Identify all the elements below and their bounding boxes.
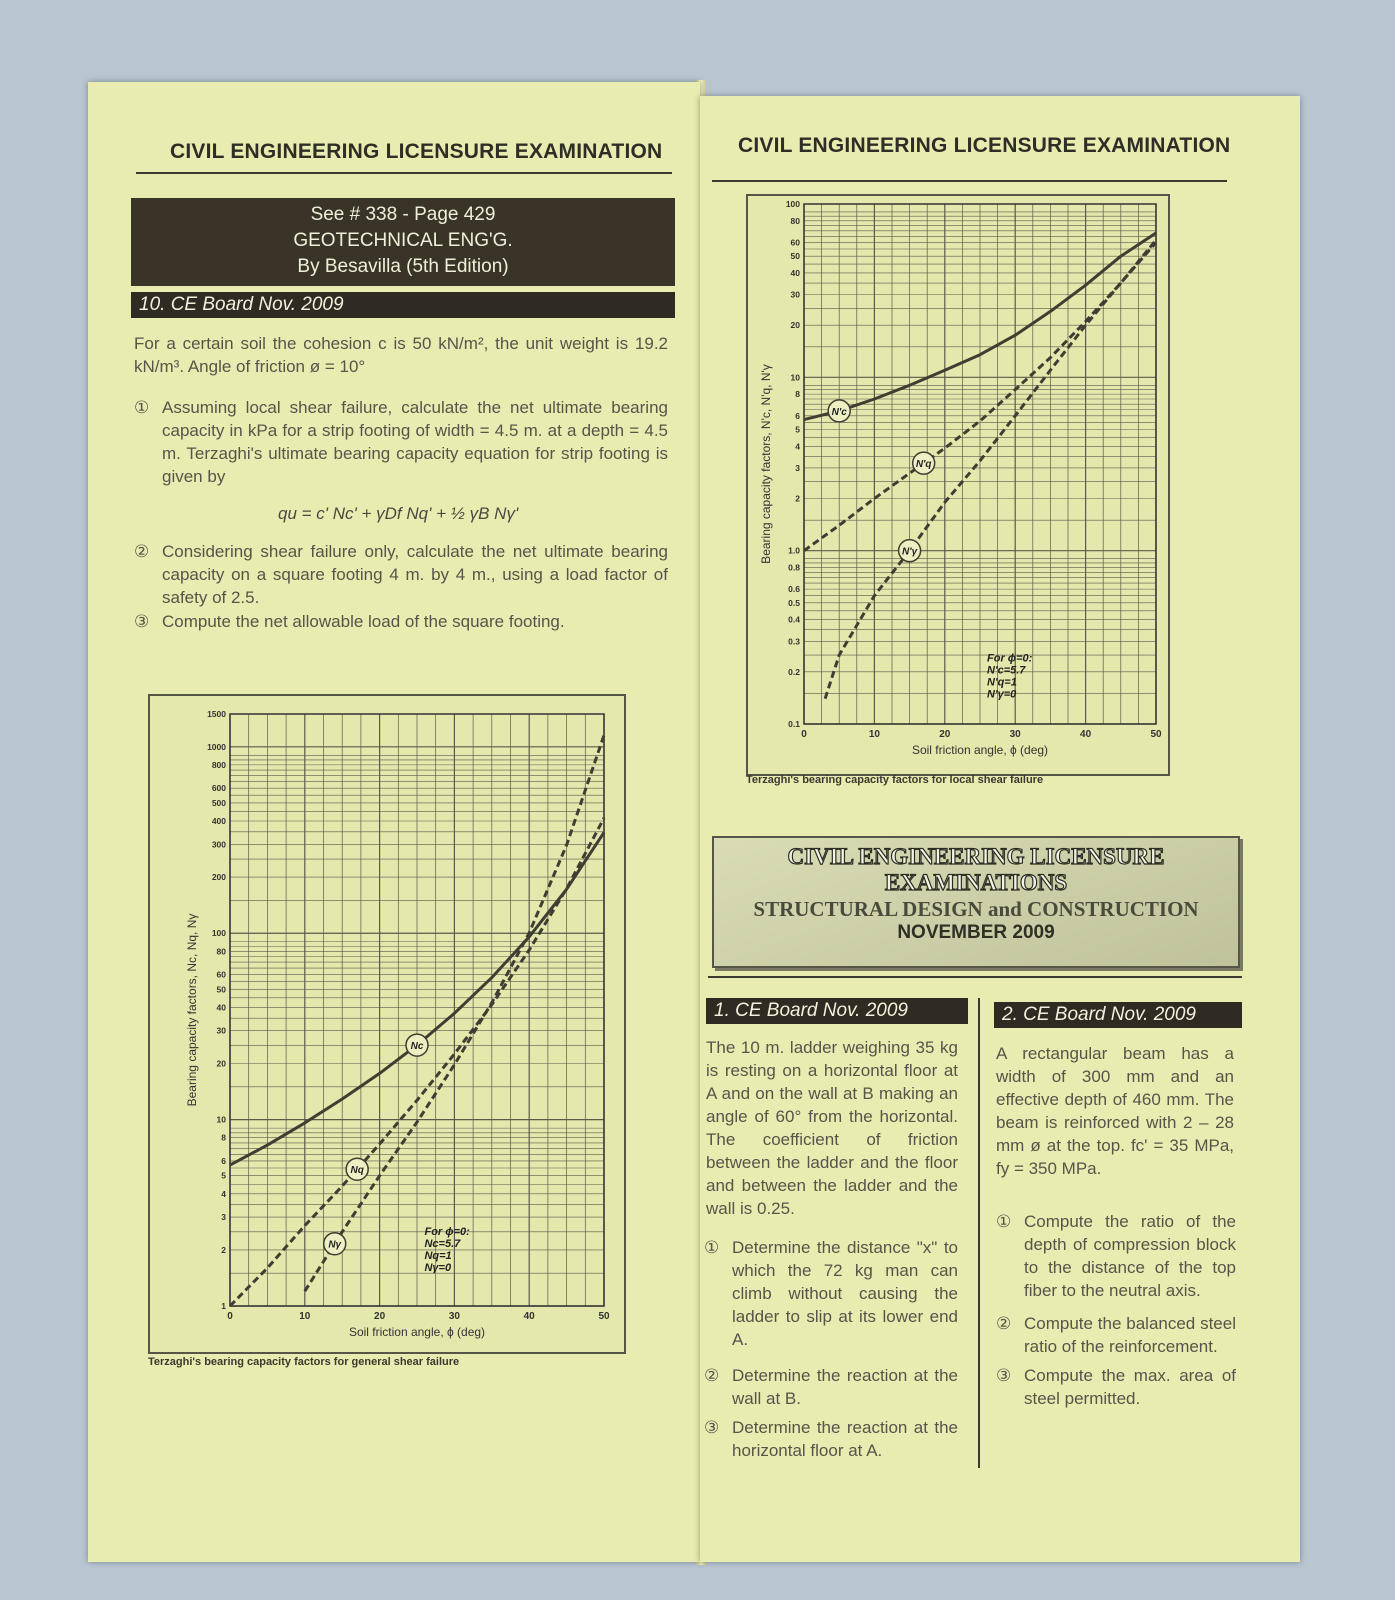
y-tick-label: 800 [211,759,226,770]
y-tick-label: 2 [795,493,800,504]
y-tick-label: 600 [211,783,226,794]
x-tick-label: 0 [227,1311,233,1322]
general-shear-chart [148,694,626,1354]
plaque-title: EXAMINATIONS [884,870,1068,895]
running-head-left: CIVIL ENGINEERING LICENSURE EXAMINATION [170,140,663,163]
item-text: Compute the ratio of the depth of compression block to the distance of the top fiber to the neutral axis. [1024,1212,1236,1300]
y-tick-label: 60 [216,969,226,980]
y-tick-label: 1500 [207,709,226,719]
y-tick-label: 300 [211,839,226,850]
y-tick-label: 6 [221,1155,226,1166]
y-tick-label: 0.3 [788,636,800,647]
column-divider [978,998,980,1468]
phi-zero-annotation: For ϕ=0: [424,1225,470,1238]
y-tick-label: 100 [785,199,800,209]
y-tick-label: 100 [211,928,226,939]
plaque-title: CIVIL ENGINEERING LICENSURE [787,844,1165,869]
reference-box [131,198,675,286]
y-tick-label: 40 [216,1002,226,1013]
header-rule-right [712,180,1227,182]
x-tick-label: 0 [801,729,807,740]
phi-zero-annotation: N'q=1 [987,676,1017,689]
y-tick-label: 0.4 [788,614,800,625]
y-tick-label: 1000 [207,741,226,752]
y-tick-label: 0.6 [788,584,800,595]
header-rule-left [136,172,672,174]
left-page [88,82,700,1562]
general-shear-chart-svg [150,696,624,1352]
list-item [996,1210,1236,1302]
phi-zero-annotation: Nc=5.7 [424,1237,461,1250]
y-tick-label: 30 [216,1025,226,1036]
x-tick-label: 40 [523,1311,535,1322]
x-axis-label: Soil friction angle, ϕ (deg) [348,1325,486,1339]
problem-bar: 2. CE Board Nov. 2009 [994,1002,1242,1028]
running-head-right: CIVIL ENGINEERING LICENSURE EXAMINATION [738,134,1231,157]
item-number: ① [704,1238,720,1257]
item-number: ② [704,1366,720,1385]
bearing-capacity-formula: qu = c' Nc' + γDf Nq' + ½ γB Nγ' [278,504,519,523]
series-label: N'γ [902,546,918,558]
problem-intro: The 10 m. ladder weighing 35 kg is resting on a horizontal floor at A and on the wall at B making an angle of 60° from the horizontal. The coefficient of friction between the ladder and the floor and between the ladder and the wall is 0.25. [706,1038,958,1218]
y-tick-label: 40 [790,267,800,278]
x-tick-label: 10 [868,729,880,740]
y-tick-label: 80 [216,946,226,957]
series-label: Nq [350,1165,364,1177]
local-shear-chart [746,194,1170,776]
y-tick-label: 0.5 [788,597,800,608]
item-number: ② [996,1314,1012,1333]
item-number: ③ [134,612,150,631]
series-label: Nc [410,1041,424,1053]
y-axis-label: Bearing capacity factors, Nc, Nq, Nγ [185,913,199,1107]
x-tick-label: 40 [1080,729,1092,740]
y-tick-label: 80 [790,215,800,226]
y-tick-label: 60 [790,237,800,248]
y-tick-label: 2 [221,1244,226,1255]
item-text: Assuming local shear failure, calculate the net ultimate bearing capacity in kPa for a strip footing of width = 4.5 m. at a depth = 4.5 m. Terzaghi's ultimate bearing capacity equation for strip footing is given by [162,398,668,486]
y-tick-label: 10 [216,1114,226,1125]
list-item [704,1416,958,1462]
item-text: Determine the reaction at the wall at B. [732,1366,958,1408]
list-item [134,610,668,633]
item-text: Determine the distance "x" to which the 72 kg man can climb without causing the ladder to slip at its lower end A. [732,1238,958,1349]
item-text: Determine the reaction at the horizontal floor at A. [732,1418,958,1460]
y-tick-label: 4 [795,441,800,452]
x-axis-label: Soil friction angle, ϕ (deg) [911,743,1049,757]
series-label: Nγ [328,1239,342,1251]
item-text: Compute the balanced steel ratio of the reinforcement. [1024,1314,1236,1356]
x-tick-label: 10 [299,1311,311,1322]
y-tick-label: 3 [221,1212,226,1223]
list-item [134,540,668,609]
exam-title-plaque [712,836,1240,968]
x-tick-label: 20 [939,729,951,740]
y-tick-label: 8 [795,389,800,400]
x-tick-label: 50 [1150,729,1162,740]
problem-bar: 1. CE Board Nov. 2009 [706,998,968,1024]
phi-zero-annotation: Nq=1 [424,1249,452,1262]
y-tick-label: 400 [211,815,226,826]
item-number: ③ [996,1366,1012,1385]
y-tick-label: 0.1 [788,719,800,729]
phi-zero-annotation: Nγ=0 [424,1261,452,1274]
right-page [700,96,1300,1562]
local-shear-chart-svg [748,196,1168,774]
x-tick-label: 50 [598,1311,610,1322]
y-tick-label: 0.8 [788,562,800,573]
reference-line: See # 338 - Page 429 [310,204,496,225]
item-number: ① [996,1212,1012,1231]
y-tick-label: 8 [221,1132,226,1143]
y-tick-label: 1.0 [788,545,800,556]
y-tick-label: 20 [790,320,800,331]
phi-zero-annotation: N'γ=0 [987,688,1017,701]
y-tick-label: 200 [211,872,226,883]
item-number: ② [134,542,150,561]
y-tick-label: 5 [795,424,800,435]
list-item [704,1236,958,1351]
item-number: ① [134,398,150,417]
y-tick-label: 50 [216,984,226,995]
y-tick-label: 0.2 [788,666,800,677]
y-tick-label: 10 [790,372,800,383]
y-tick-label: 1 [221,1301,226,1311]
y-tick-label: 6 [795,410,800,421]
reference-line: By Besavilla (5th Edition) [297,256,509,277]
y-tick-label: 500 [211,797,226,808]
y-tick-label: 4 [221,1188,226,1199]
x-tick-label: 30 [1009,729,1021,740]
list-item [996,1364,1236,1410]
list-item [996,1312,1236,1358]
plaque-date: NOVEMBER 2009 [897,922,1055,943]
chart-caption: Terzaghi's bearing capacity factors for general shear failure [148,1356,460,1368]
item-text: Compute the net allowable load of the square footing. [162,612,565,631]
problem-bar: 10. CE Board Nov. 2009 [131,292,675,318]
y-tick-label: 5 [221,1170,226,1181]
y-tick-label: 50 [790,251,800,262]
item-number: ③ [704,1418,720,1437]
y-tick-label: 20 [216,1058,226,1069]
chart-caption: Terzaghi's bearing capacity factors for local shear failure [746,774,1044,786]
phi-zero-annotation: N'c=5.7 [987,664,1026,677]
series-label: N'c [831,406,847,418]
plaque-subject: STRUCTURAL DESIGN and CONSTRUCTION [753,897,1199,921]
phi-zero-annotation: For ϕ=0: [987,652,1033,665]
problem-intro: For a certain soil the cohesion c is 50 kN/m², the unit weight is 19.2 kN/m³. Angle of friction ø = 10° [134,334,668,376]
y-tick-label: 3 [795,462,800,473]
x-tick-label: 20 [374,1311,386,1322]
list-item [134,396,668,488]
item-text: Considering shear failure only, calculate the net ultimate bearing capacity on a square footing 4 m. by 4 m., using a load factor of safety of 2.5. [162,542,668,607]
problem-intro: A rectangular beam has a width of 300 mm and an effective depth of 460 mm. The beam is reinforced with 2 – 28 mm ø at the top. fc' = 35 MPa, fy = 350 MPa. [996,1044,1234,1178]
x-tick-label: 30 [448,1311,460,1322]
item-text: Compute the max. area of steel permitted. [1024,1366,1236,1408]
section-rule [708,976,1242,978]
series-label: N'q [915,459,932,471]
y-tick-label: 30 [790,289,800,300]
reference-line: GEOTECHNICAL ENG'G. [293,230,513,251]
y-axis-label: Bearing capacity factors, N'c, N'q, N'γ [759,364,773,564]
list-item [704,1364,958,1410]
